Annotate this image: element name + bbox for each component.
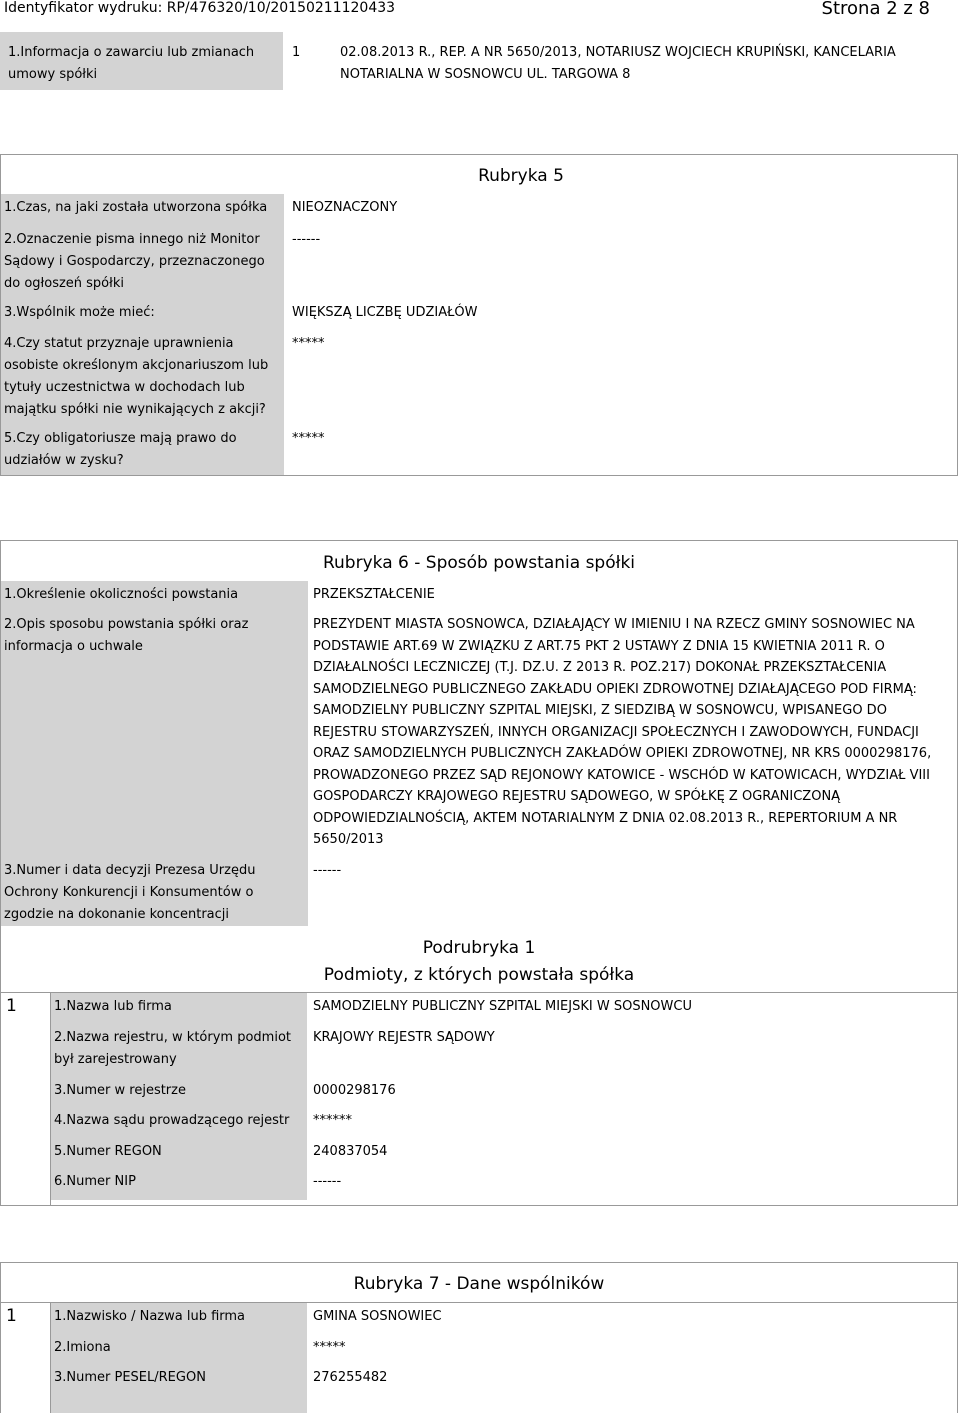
podrubryka1-title: Podrubryka 1 <box>422 938 536 958</box>
rubryka6-title: Rubryka 6 - Sposób powstania spółki <box>322 553 636 573</box>
r5-label-4: 4.Czy statut przyznaje uprawnienia osobiste określonym akcjonariuszom lub tytuły uczestnictwa w dochodach lub majątku spółki nie wynikających z akcji? <box>4 336 269 417</box>
r7-value-2: ***** <box>313 1340 346 1355</box>
rubryka7-number: 1 <box>6 1306 17 1326</box>
r5-label-5: 5.Czy obligatoriusze mają prawo do udziałów w zysku? <box>4 431 237 468</box>
p1-label-1: 1.Nazwa lub firma <box>54 999 172 1014</box>
p1-value-3: 0000298176 <box>313 1083 396 1098</box>
rubryka7-title: Rubryka 7 - Dane wspólników <box>353 1274 605 1294</box>
print-identifier: Identyfikator wydruku: RP/476320/10/20150211120433 <box>4 0 396 16</box>
p1-value-6: ------ <box>313 1174 342 1189</box>
r7-value-3: 276255482 <box>313 1370 388 1385</box>
r5-label-2: 2.Oznaczenie pisma innego niż Monitor Sądowy i Gospodarczy, przeznaczonego do ogłoszeń spółki <box>4 232 265 291</box>
r5-value-3: WIĘKSZĄ LICZBĘ UDZIAŁÓW <box>292 305 478 320</box>
p1-value-2: KRAJOWY REJESTR SĄDOWY <box>313 1030 495 1045</box>
p1-label-2: 2.Nazwa rejestru, w którym podmiot był zarejestrowany <box>54 1030 291 1067</box>
r5-value-4: ***** <box>292 336 325 351</box>
r6-value-1: PRZEKSZTAŁCENIE <box>313 587 435 602</box>
r6-value-2: PREZYDENT MIASTA SOSNOWCA, DZIAŁAJĄCY W IMIENIU I NA RZECZ GMINY SOSNOWIEC NA PODSTAWIE ART.69 W ZWIĄZKU Z ART.75 PKT 2 USTAWY Z DNIA 15 KWIETNIA 2011 R. O DZIAŁALNOŚCI LECZNICZEJ (T.J. DZ.U. Z 2013 R. POZ.217) DOKONAŁ PRZEKSZTAŁCENIA SAMODZIELNEGO PUBLICZNEGO ZAKŁADU OPIEKI ZDROWOTNEJ DZIAŁAJĄCEGO POD FIRMĄ: SAMODZIELNY PUBLICZNY SZPITAL MIEJSKI, Z SIEDZIBĄ W SOSNOWCU, WPISANEGO DO REJESTRU STOWARZYSZEŃ, INNYCH ORGANIZACJI SPOŁECZNYCH I ZAWODOWYCH, FUNDACJI ORAZ SAMODZIELNYCH PUBLICZNYCH ZAKŁADÓW OPIEKI ZDROWOTNEJ, NR KRS 0000298176, PROWADZONEGO PRZEZ SĄD REJONOWY KATOWICE - WSCHÓD W KATOWICACH, WYDZIAŁ VIII GOSPODARCZY KRAJOWEGO REJESTRU SĄDOWEGO, W SPÓŁKĘ Z OGRANICZONĄ ODPOWIEDZIALNOŚCIĄ, AKTEM NOTARIALNYM Z DNIA 02.08.2013 R., REPERTORIUM A NR 5650/2013 <box>313 617 932 847</box>
p1-label-4: 4.Nazwa sądu prowadzącego rejestr <box>54 1113 290 1128</box>
p1-value-5: 240837054 <box>313 1144 388 1159</box>
p1-label-3: 3.Numer w rejestrze <box>54 1083 186 1098</box>
p1-label-5: 5.Numer REGON <box>54 1144 162 1159</box>
podrubryka1-subtitle: Podmioty, z których powstała spółka <box>323 965 635 985</box>
r6-label-3: 3.Numer i data decyzji Prezesa Urzędu Ochrony Konkurencji i Konsumentów o zgodzie na dokonanie koncentracji <box>4 863 256 922</box>
p1-value-1: SAMODZIELNY PUBLICZNY SZPITAL MIEJSKI W SOSNOWCU <box>313 999 692 1014</box>
top-row-value: 02.08.2013 R., REP. A NR 5650/2013, NOTARIUSZ WOJCIECH KRUPIŃSKI, KANCELARIA NOTARIALNA W SOSNOWCU UL. TARGOWA 8 <box>340 45 896 82</box>
r5-value-2: ------ <box>292 232 321 247</box>
p1-label-6: 6.Numer NIP <box>54 1174 136 1189</box>
r5-value-1: NIEOZNACZONY <box>292 200 398 215</box>
podrubryka1-number: 1 <box>6 996 17 1016</box>
r5-value-5: ***** <box>292 431 325 446</box>
rubryka5-title: Rubryka 5 <box>478 166 564 186</box>
r6-value-3: ------ <box>313 863 342 878</box>
r5-label-3: 3.Wspólnik może mieć: <box>4 305 155 320</box>
page-number: Strona 2 z 8 <box>821 0 930 19</box>
top-row-number: 1 <box>292 45 301 60</box>
p1-value-4: ****** <box>313 1113 352 1128</box>
top-row-label: 1.Informacja o zawarciu lub zmianach umowy spółki <box>8 45 255 82</box>
r7-label-3: 3.Numer PESEL/REGON <box>54 1370 206 1385</box>
r7-label-2: 2.Imiona <box>54 1340 111 1355</box>
r6-label-2: 2.Opis sposobu powstania spółki oraz informacja o uchwale <box>4 617 249 654</box>
r5-label-1: 1.Czas, na jaki została utworzona spółka <box>4 200 268 215</box>
r7-label-1: 1.Nazwisko / Nazwa lub firma <box>54 1309 246 1324</box>
r6-label-1: 1.Określenie okoliczności powstania <box>4 587 239 602</box>
r7-value-1: GMINA SOSNOWIEC <box>313 1309 442 1324</box>
